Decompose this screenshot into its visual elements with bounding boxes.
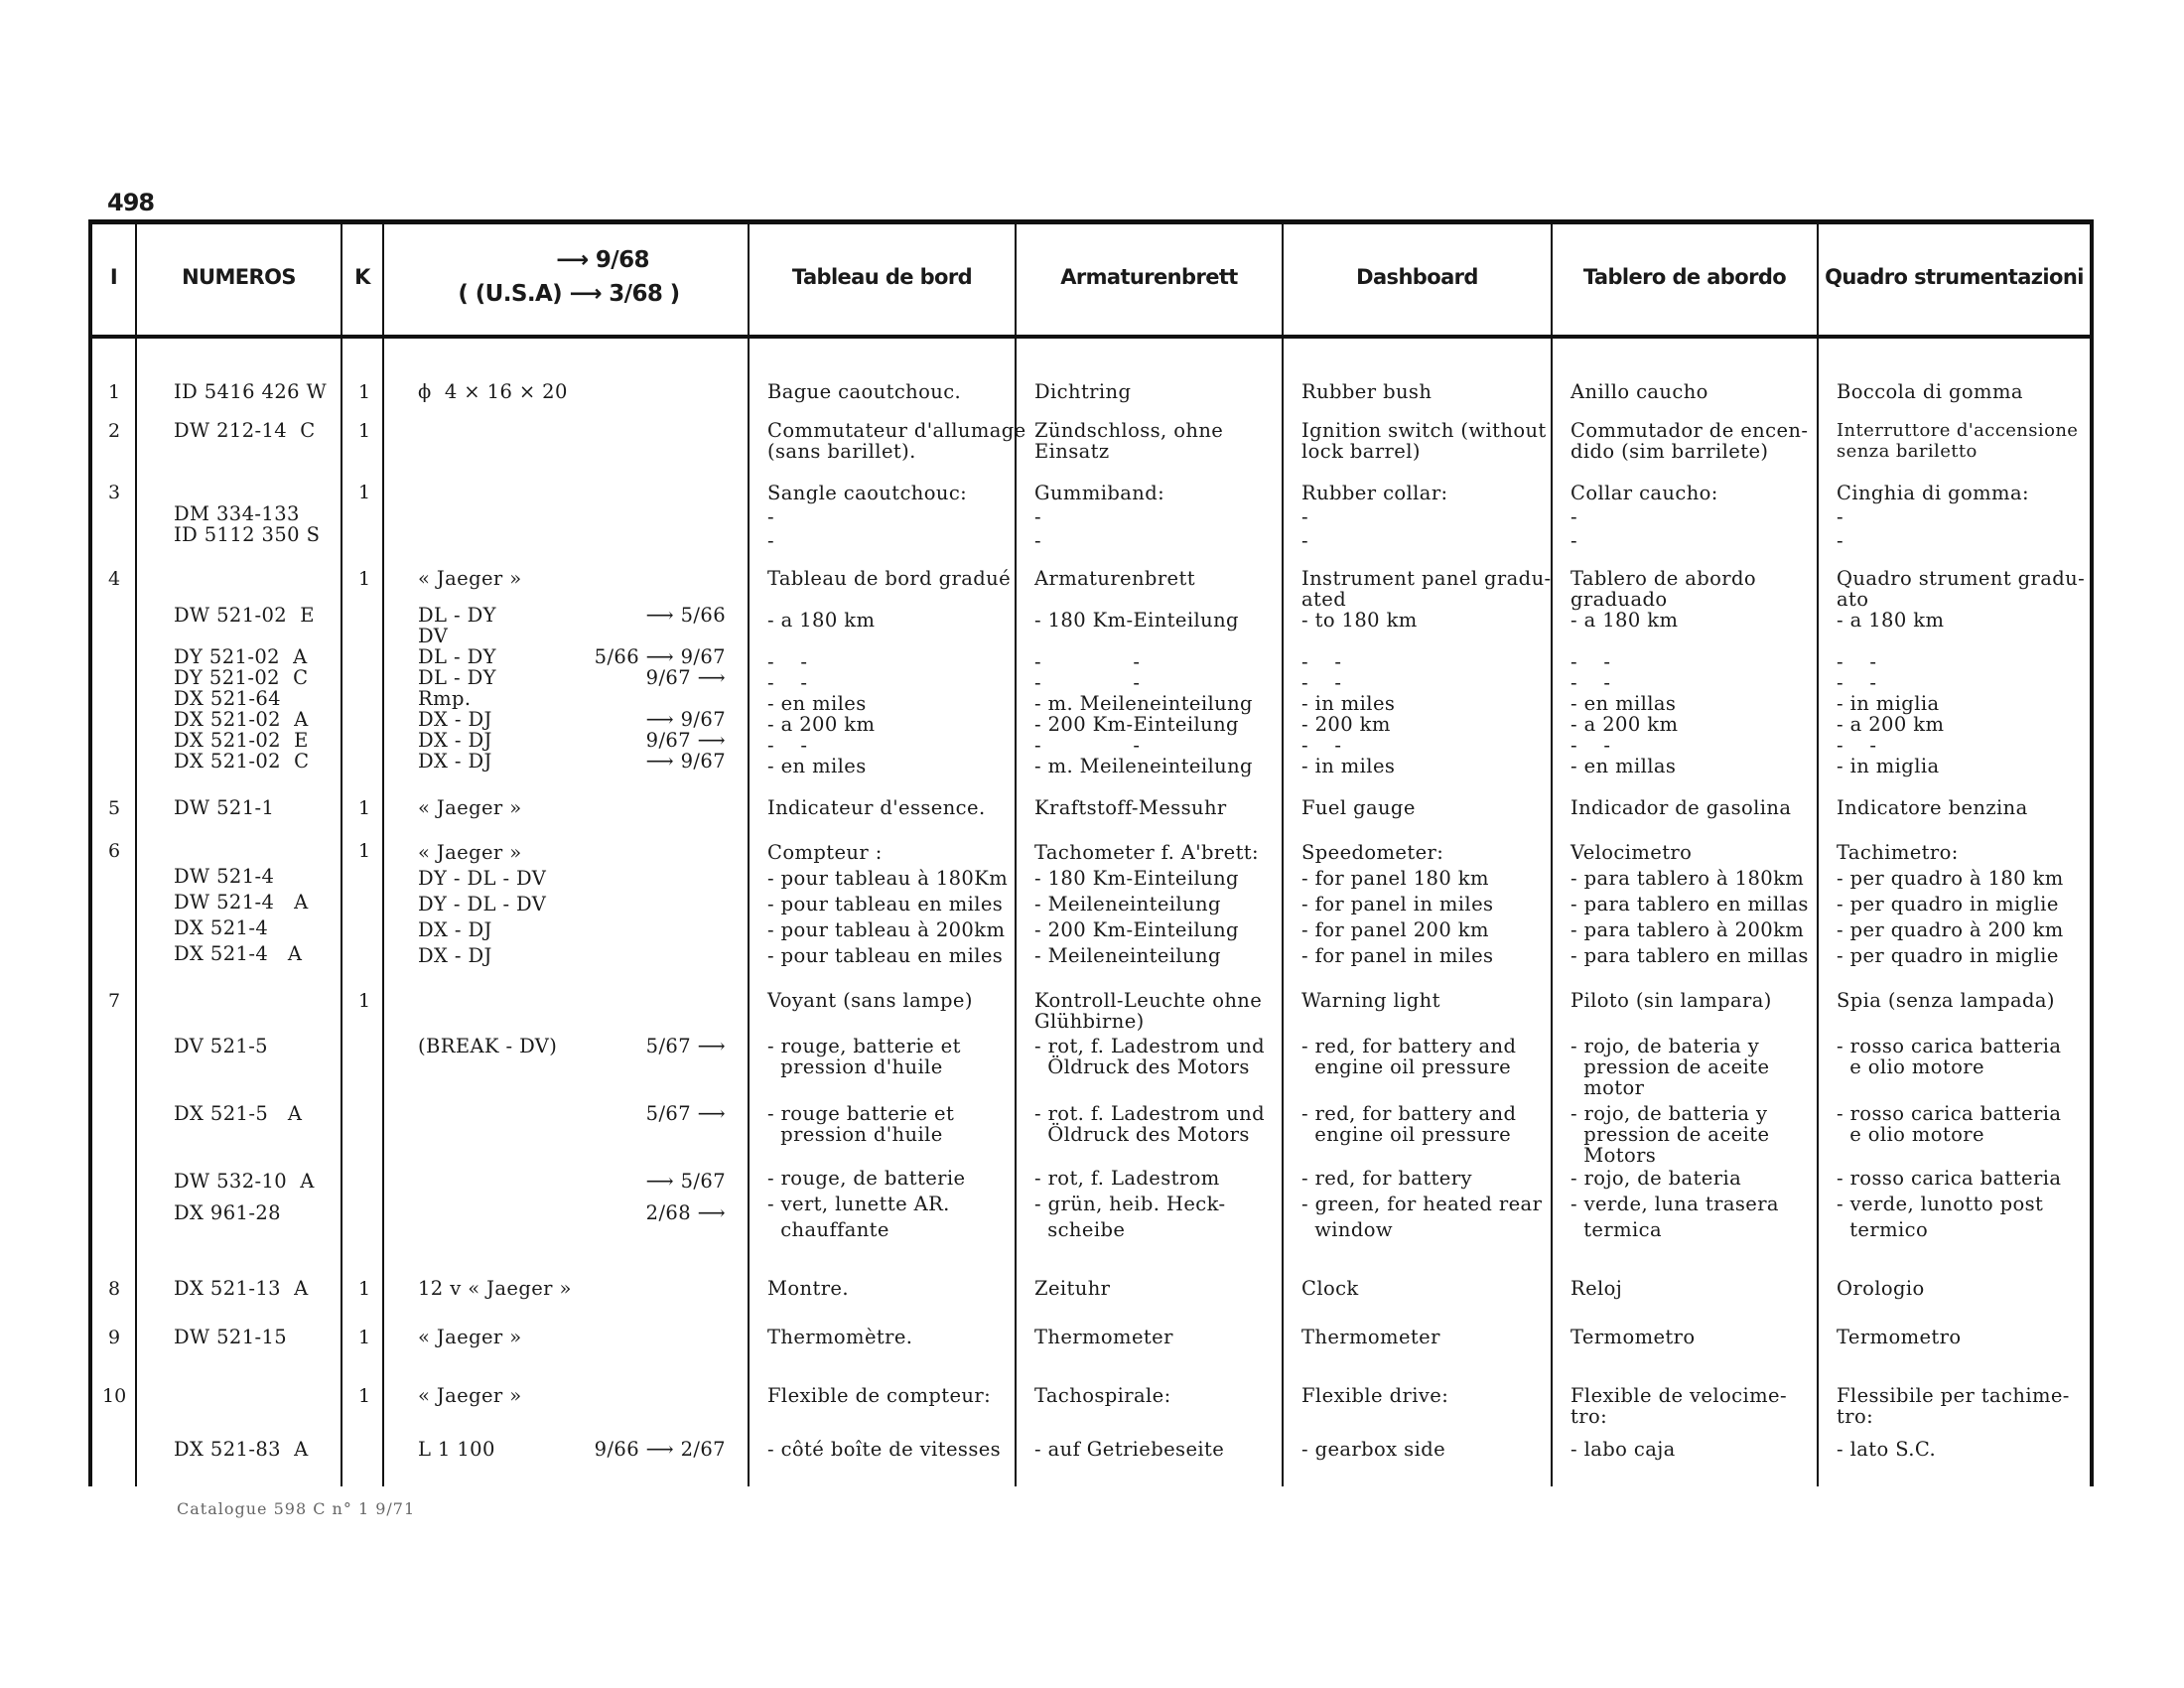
desc-de: Dichtring [1034,380,1132,403]
desc-fr: - rouge batterie et pression d'huile [767,1102,955,1146]
desc-fr: Voyant (sans lampe) [767,989,973,1012]
header-validity-line2: ( (U.S.A) ⟶ 3/68 ) [458,281,680,307]
desc-it: Spia (senza lampada) [1837,989,2055,1012]
desc-es: Reloj [1570,1277,1623,1300]
desc-it: Tachimetro: - per quadro à 180 km - per quadro in miglie - per quadro à 200 km - per quadro in miglie [1837,841,2064,967]
validity-text: DL - DY DV DL - DY DL - DY Rmp. DX - DJ DX - DJ DX - DJ [418,604,496,773]
desc-fr: Compteur : - pour tableau à 180Km - pour tableau en miles - pour tableau à 200km - pour tableau en miles [767,841,1009,967]
desc-de: Kontroll-Leuchte ohne Glühbirne) [1034,989,1263,1033]
desc-es: Velocimetro - para tablero à 180km - para tablero en millas - para tablero à 200km - para tablero en millas [1570,841,1809,967]
validity-dates: 5/67 ⟶ [645,1102,726,1125]
desc-it: Orologio [1837,1277,1925,1300]
desc-de: Zündschloss, ohne Einsatz [1034,419,1224,463]
desc-es: - rojo, de bateria y pression de aceite motor [1570,1035,1770,1099]
desc-it: Indicatore benzina [1837,796,2028,819]
header-validity-line1: ⟶ 9/68 [556,247,649,273]
desc-fr: Sangle caoutchouc: - - [767,482,968,552]
validity-text: 12 v « Jaeger » [418,1277,572,1300]
parts-table [88,219,2090,1486]
desc-en: Ignition switch (without lock barrel) [1301,419,1547,463]
desc-it: - lato S.C. [1837,1438,1937,1461]
column-divider [341,219,342,1486]
desc-de: - auf Getriebeseite [1034,1438,1225,1461]
part-number: DX 521-5 A [174,1102,303,1125]
desc-de: Thermometer [1034,1326,1173,1348]
header-italian: Quadro strumentazioni [1825,265,2084,289]
table-header-rule [88,335,2094,339]
desc-it: - rosso carica batteria e olio motore [1837,1035,2062,1078]
row-index: 4 [108,568,121,590]
validity-text: (BREAK - DV) [418,1035,558,1057]
quantity: 1 [358,1385,371,1407]
desc-fr: Flexible de compteur: [767,1384,992,1407]
validity-dates: 9/66 ⟶ 2/67 [594,1438,726,1461]
validity-text: « Jaeger » [418,1326,522,1348]
validity-text: « Jaeger » DY - DL - DV DY - DL - DV DX - DJ DX - DJ [418,841,547,967]
desc-de: Gummiband: - - [1034,482,1165,552]
part-number: DV 521-5 [174,1035,268,1057]
row-index: 1 [108,381,121,403]
part-number: DW 521-4 DW 521-4 A DX 521-4 DX 521-4 A [174,865,309,965]
row-index: 6 [108,840,121,862]
part-number: DW 521-02 E DY 521-02 A DY 521-02 C DX 521-64 DX 521-02 A DX 521-02 E DX 521-02 C [174,604,315,773]
desc-es: Commutador de encen- dido (sim barrilete) [1570,419,1809,463]
desc-fr: Tableau de bord gradué - a 180 km - - - - - en miles - a 200 km - - - en miles [767,567,1012,777]
catalogue-footer: Catalogue 598 C n° 1 9/71 [177,1499,416,1518]
quantity: 1 [358,1327,371,1348]
desc-es: Termometro [1570,1326,1696,1348]
part-number: DW 212-14 C [174,419,316,442]
header-k: K [354,265,370,289]
column-divider [382,219,384,1486]
column-divider [748,219,750,1486]
desc-es: Tablero de abordo graduado - a 180 km - - - - - en millas - a 200 km - - - en millas [1570,567,1757,777]
table-right-border [2090,219,2094,1486]
part-number: DW 521-15 [174,1326,288,1348]
header-validity [384,219,748,335]
table-left-border [88,219,92,1486]
desc-es: Anillo caucho [1570,380,1708,403]
header-spanish: Tablero de abordo [1582,265,1787,289]
header-french: Tableau de bord [791,265,973,289]
desc-it: - rosso carica batteria - verde, lunotto post termico [1837,1167,2062,1241]
row-index: 7 [108,990,121,1012]
desc-es: - labo caja [1570,1438,1676,1461]
desc-de: - rot. f. Ladestrom und Öldruck des Motors [1034,1102,1265,1146]
desc-fr: Indicateur d'essence. [767,796,986,819]
desc-de: - rot, f. Ladestrom - grün, heib. Heck- scheibe [1034,1167,1226,1241]
desc-it: - rosso carica batteria e olio motore [1837,1102,2062,1146]
quantity: 1 [358,990,371,1012]
desc-en: - red, for battery and engine oil pressure [1301,1035,1517,1078]
desc-en: Speedometer: - for panel 180 km - for panel in miles - for panel 200 km - for panel in miles [1301,841,1494,967]
validity-text: ϕ 4 × 16 × 20 [418,380,568,403]
desc-en: Fuel gauge [1301,796,1416,819]
desc-fr: - rouge, batterie et pression d'huile [767,1035,961,1078]
desc-fr: - côté boîte de vitesses [767,1438,1002,1461]
validity-text: « Jaeger » [418,1384,522,1407]
desc-fr: - rouge, de batterie - vert, lunette AR. chauffante [767,1167,966,1241]
validity-dates: 5/67 ⟶ [645,1035,726,1057]
desc-it: Termometro [1837,1326,1962,1348]
desc-es: - rojo, de batteria y pression de aceite Motors [1570,1102,1770,1167]
desc-es: Collar caucho: - - [1570,482,1718,552]
row-index: 10 [102,1385,127,1407]
quantity: 1 [358,568,371,590]
quantity: 1 [358,420,371,442]
desc-en: - gearbox side [1301,1438,1446,1461]
header-english: Dashboard [1356,265,1478,289]
desc-es: Indicador de gasolina [1570,796,1792,819]
column-divider [1817,219,1819,1486]
desc-de: - rot, f. Ladestrom und Öldruck des Motors [1034,1035,1265,1078]
desc-en: Clock [1301,1277,1359,1300]
quantity: 1 [358,482,371,503]
desc-it: Cinghia di gomma: - - [1837,482,2029,552]
desc-de: Zeituhr [1034,1277,1111,1300]
column-divider [1551,219,1553,1486]
desc-it: Quadro strument gradu- ato - a 180 km - - - - - in miglia - a 200 km - - - in miglia [1837,567,2086,777]
row-index: 5 [108,797,121,819]
quantity: 1 [358,840,371,862]
desc-de: Kraftstoff-Messuhr [1034,796,1227,819]
desc-it: Boccola di gomma [1837,380,2023,403]
row-index: 9 [108,1327,121,1348]
part-number: ID 5416 426 W [174,380,328,403]
desc-fr: Commutateur d'allumage (sans barillet). [767,419,1026,463]
desc-fr: Bague caoutchouc. [767,380,962,403]
desc-it: Interruttore d'accensione senza bariletto [1837,420,2079,462]
header-german: Armaturenbrett [1060,265,1238,289]
quantity: 1 [358,1278,371,1300]
row-index: 3 [108,482,121,503]
desc-es: Piloto (sin lampara) [1570,989,1772,1012]
desc-de: Tachometer f. A'brett: - 180 Km-Einteilung - Meileneinteilung - 200 Km-Einteilung - Meileneinteilung [1034,841,1260,967]
desc-en: Flexible drive: [1301,1384,1449,1407]
desc-it: Flessibile per tachime- tro: [1837,1384,2070,1428]
validity-text: L 1 100 [418,1438,495,1461]
header-numeros: NUMEROS [182,265,296,289]
row-index: 8 [108,1278,121,1300]
part-number: DW 521-1 [174,796,275,819]
column-divider [1015,219,1017,1486]
validity-dates: ⟶ 5/67 2/68 ⟶ [645,1170,726,1224]
quantity: 1 [358,797,371,819]
part-number: DM 334-133 ID 5112 350 S [174,502,321,546]
desc-de: Armaturenbrett - 180 Km-Einteilung - - - - - m. Meileneinteilung - 200 Km-Einteilung - - - m. Meileneinteilung [1034,567,1253,777]
desc-en: - red, for battery and engine oil pressure [1301,1102,1517,1146]
desc-en: Warning light [1301,989,1440,1012]
desc-en: Thermometer [1301,1326,1440,1348]
part-number: DW 532-10 A DX 961-28 [174,1170,315,1224]
desc-en: Rubber bush [1301,380,1433,403]
validity-text: « Jaeger » [418,796,522,819]
desc-es: - rojo, de bateria - verde, luna trasera termica [1570,1167,1779,1241]
desc-fr: Thermomètre. [767,1326,913,1348]
validity-dates: ⟶ 5/66 5/66 ⟶ 9/67 9/67 ⟶ ⟶ 9/67 9/67 ⟶ ⟶ 9/67 [594,604,726,773]
column-divider [1282,219,1284,1486]
validity-text: « Jaeger » [418,567,522,590]
desc-en: Instrument panel gradu- ated - to 180 km - - - - - in miles - 200 km - - - in miles [1301,567,1552,777]
desc-fr: Montre. [767,1277,849,1300]
page-number: 498 [107,189,155,216]
quantity: 1 [358,381,371,403]
column-divider [135,219,137,1486]
header-index: I [109,265,118,289]
desc-de: Tachospirale: [1034,1384,1171,1407]
part-number: DX 521-83 A [174,1438,309,1461]
desc-en: Rubber collar: - - [1301,482,1448,552]
part-number: DX 521-13 A [174,1277,309,1300]
desc-en: - red, for battery - green, for heated rear window [1301,1167,1543,1241]
row-index: 2 [108,420,121,442]
desc-es: Flexible de velocime- tro: [1570,1384,1787,1428]
